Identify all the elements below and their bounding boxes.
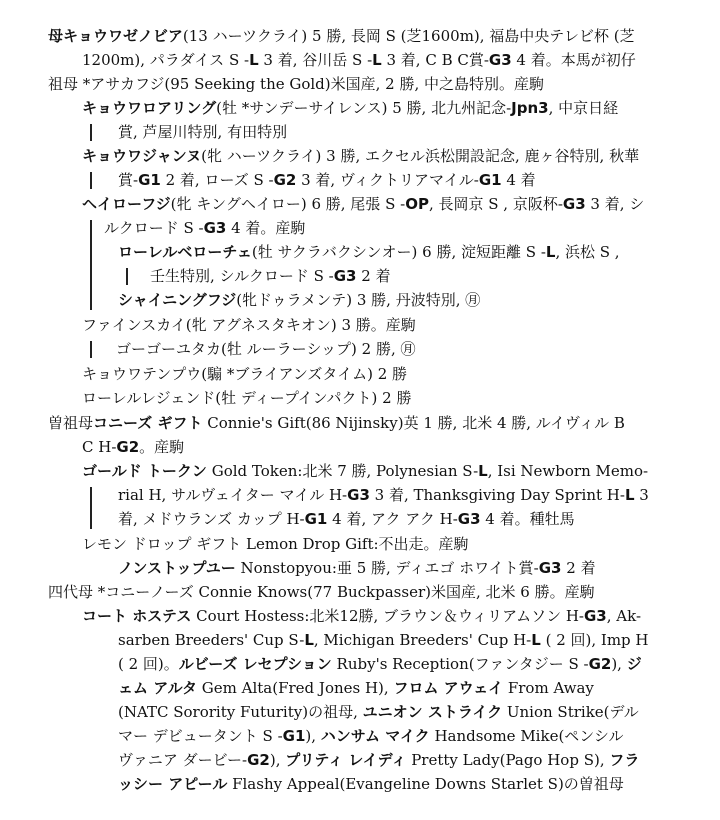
horse-record: 4 着。種牡馬 xyxy=(480,510,575,528)
grade-label: G3 xyxy=(347,486,370,504)
horse-record: Handsome Mike(ペンシル xyxy=(429,727,624,745)
fourth-dam-line xyxy=(48,580,595,604)
horse-record: ), xyxy=(611,655,627,673)
horse-name: ハンサム マイク xyxy=(320,727,430,745)
horse-name: プリティ レイディ xyxy=(285,751,407,769)
horse-name: ローレルベローチェ xyxy=(118,243,252,261)
grade-label: Jpn3 xyxy=(511,99,549,117)
offspring-line xyxy=(82,313,416,337)
horse-record: Court Hostess:北米12勝, ブラウン＆ウィリアムソン H- xyxy=(191,607,584,625)
horse-record: レモン ドロップ ギフト Lemon Drop Gift:不出走。産駒 xyxy=(82,535,469,553)
offspring-line-cont xyxy=(118,628,649,652)
grade-label: G1 xyxy=(282,727,306,745)
horse-record: , Ak- xyxy=(606,607,642,625)
offspring-line xyxy=(82,96,618,120)
continuation-bar xyxy=(90,487,92,529)
grade-label: L xyxy=(478,462,488,480)
granddam-label: 祖母 xyxy=(48,75,79,93)
horse-name: ユニオン ストライク xyxy=(362,703,503,721)
continuation-bar xyxy=(126,268,128,285)
grade-label: G3 xyxy=(333,267,357,285)
horse-record: 2 着 xyxy=(561,559,596,577)
horse-record: 3 xyxy=(634,486,649,504)
horse-record: , Michigan Breeders' Cup H- xyxy=(313,631,532,649)
horse-record: Pretty Lady(Pago Hop S), xyxy=(406,751,610,769)
horse-record: 壬生特別, シルクロード S - xyxy=(150,267,334,285)
horse-name: コニーズ ギフト xyxy=(93,414,203,432)
horse-name: フロム アウェイ xyxy=(393,679,504,697)
offspring-line-cont xyxy=(118,168,536,192)
grade-label: G1 xyxy=(138,171,161,189)
offspring-line xyxy=(116,337,416,361)
horse-name: フラ xyxy=(609,751,640,769)
grade-label: G2 xyxy=(247,751,270,769)
offspring-line xyxy=(82,532,469,556)
great-granddam-line-cont xyxy=(82,435,184,459)
horse-record: rial H, サルヴェイター マイル H- xyxy=(118,486,348,504)
fourth-dam-record: *コニーノーズ Connie Knows(77 Buckpasser)米国産, 北米 6 勝。産駒 xyxy=(93,583,595,601)
horse-record: マー デビュータント S - xyxy=(118,727,283,745)
horse-record: ), xyxy=(269,751,286,769)
horse-record: ファインスカイ(牝 アグネスタキオン) 3 勝。産駒 xyxy=(82,316,416,334)
horse-name: コート ホステス xyxy=(82,607,192,625)
offspring-line-cont xyxy=(118,676,594,700)
offspring-line-cont xyxy=(118,652,642,676)
offspring-line-cont xyxy=(118,507,575,531)
offspring-line-cont xyxy=(118,724,624,748)
offspring-line xyxy=(82,386,411,410)
horse-name: キョウワロアリング xyxy=(82,99,217,117)
horse-record: , 浜松 S , xyxy=(555,243,620,261)
horse-name: ノンストップユー xyxy=(118,559,236,577)
grade-label: G3 xyxy=(562,195,586,213)
continuation-bar xyxy=(90,124,92,141)
dam-record: (13 ハーツクライ) 5 勝, 長岡 S (芝1600m), 福島中央テレビ杯 (芝 xyxy=(182,27,635,45)
grade-label: G1 xyxy=(478,171,502,189)
grade-label: L xyxy=(545,243,556,261)
dam-record-cont: 3 着, 谷川岳 S - xyxy=(258,51,373,69)
grade-label: L xyxy=(624,486,635,504)
grade-label: OP xyxy=(405,195,429,213)
offspring-line-cont xyxy=(150,264,391,288)
horse-record: 賞- xyxy=(118,171,139,189)
offspring-line xyxy=(118,556,596,580)
offspring-line xyxy=(82,362,407,386)
great-granddam-line xyxy=(48,411,625,435)
horse-name: ゴールド トークン xyxy=(82,462,207,480)
horse-name: ジ xyxy=(626,655,642,673)
dam-record-cont: 1200m), パラダイス S - xyxy=(82,51,250,69)
horse-record: (牝ドゥラメンテ) 3 勝, 丹波特別, ㊊ xyxy=(236,291,481,309)
grade-label: G3 xyxy=(584,607,607,625)
offspring-line xyxy=(82,192,644,216)
dam-record-cont: 3 着, C B C賞- xyxy=(381,51,489,69)
grade-label: G3 xyxy=(488,51,512,69)
offspring-line xyxy=(82,144,639,168)
horse-record: ルクロード S - xyxy=(104,219,204,237)
horse-record: 賞, 芦屋川特別, 有田特別 xyxy=(118,123,288,141)
horse-record: (牡 *サンデーサイレンス) 5 勝, 北九州記念- xyxy=(216,99,512,117)
dam-line-1 xyxy=(48,24,635,48)
horse-record: 4 着。産駒 xyxy=(226,219,306,237)
horse-name: ェム アルタ xyxy=(118,679,198,697)
offspring-line-cont xyxy=(104,216,305,240)
horse-record: ヴァニア ダービー- xyxy=(118,751,248,769)
horse-record: ), xyxy=(305,727,321,745)
horse-record: Connie's Gift(86 Nijinsky)英 1 勝, 北米 4 勝, ルイヴィル B xyxy=(202,414,625,432)
grade-label: G3 xyxy=(538,559,562,577)
dam-line-2 xyxy=(82,48,636,72)
grade-label: L xyxy=(249,51,259,69)
great-granddam-label: 曽祖母 xyxy=(48,414,94,432)
grade-label: G1 xyxy=(304,510,328,528)
horse-record: 3 着, ヴィクトリアマイル- xyxy=(296,171,479,189)
horse-record: キョウワテンプウ(騸 *ブライアンズタイム) 2 勝 xyxy=(82,365,408,383)
horse-record: Ruby's Reception(ファンタジー S - xyxy=(331,655,589,673)
horse-record: ゴーゴーユタカ(牡 ルーラーシップ) 2 勝, ㊊ xyxy=(116,340,416,358)
offspring-line-cont xyxy=(118,483,649,507)
offspring-line-cont xyxy=(118,120,287,144)
horse-record: (牝 キングヘイロー) 6 勝, 尾張 S - xyxy=(170,195,406,213)
horse-record: (牝 ハーツクライ) 3 勝, エクセル浜松開設記念, 鹿ヶ谷特別, 秋華 xyxy=(201,147,640,165)
horse-record: 3 着, Thanksgiving Day Sprint H- xyxy=(369,486,625,504)
horse-record: ( 2 回), Imp H xyxy=(540,631,649,649)
horse-record: 3 着, シ xyxy=(585,195,645,213)
offspring-line xyxy=(118,288,480,312)
horse-name: ヘイローフジ xyxy=(82,195,171,213)
dam-label: 母 xyxy=(48,27,64,45)
continuation-bar xyxy=(90,341,92,358)
horse-record: 4 着, アク アク H- xyxy=(327,510,458,528)
horse-record: , 中京日経 xyxy=(548,99,619,117)
horse-record: , Isi Newborn Memo- xyxy=(487,462,649,480)
offspring-line-cont xyxy=(118,772,624,796)
offspring-line-cont xyxy=(118,748,639,772)
offspring-line xyxy=(118,240,620,264)
grade-label: L xyxy=(531,631,541,649)
grade-label: G2 xyxy=(273,171,297,189)
granddam-line xyxy=(48,72,544,96)
horse-record: (NATC Sorority Futurity)の祖母, xyxy=(118,703,363,721)
offspring-line xyxy=(82,604,641,628)
grade-label: G2 xyxy=(588,655,612,673)
horse-record: ローレルレジェンド(牡 ディープインパクト) 2 勝 xyxy=(82,389,412,407)
horse-record: Nonstopyou:亜 5 勝, ディエゴ ホワイト賞- xyxy=(235,559,539,577)
horse-record: 4 着 xyxy=(501,171,536,189)
grade-label: L xyxy=(372,51,382,69)
horse-record: 着, メドウランズ カップ H- xyxy=(118,510,305,528)
dam-name: キョウワゼノビア xyxy=(63,27,183,45)
horse-record: 。産駒 xyxy=(139,438,185,456)
horse-record: ( 2 回)。 xyxy=(118,655,179,673)
horse-record: From Away xyxy=(503,679,594,697)
horse-name: シャイニングフジ xyxy=(118,291,237,309)
fourth-dam-label: 四代母 xyxy=(48,583,94,601)
horse-record: Gold Token:北米 7 勝, Polynesian S- xyxy=(206,462,479,480)
horse-name: キョウワジャンヌ xyxy=(82,147,202,165)
horse-record: Flashy Appeal(Evangeline Downs Starlet S)の曽祖母 xyxy=(227,775,624,793)
horse-record: 2 着, ローズ S - xyxy=(160,171,274,189)
horse-record: sarben Breeders' Cup S- xyxy=(118,631,305,649)
offspring-line-cont xyxy=(118,700,639,724)
continuation-bar xyxy=(90,172,92,189)
offspring-line xyxy=(82,459,648,483)
horse-record: Union Strike(デル xyxy=(502,703,639,721)
granddam-record: *アサカフジ(95 Seeking the Gold)米国産, 2 勝, 中之島特別。産駒 xyxy=(78,75,545,93)
horse-record: C H- xyxy=(82,438,117,456)
dam-record-cont: 4 着。本馬が初仔 xyxy=(511,51,636,69)
horse-name: ッシー アピール xyxy=(118,775,228,793)
grade-label: G3 xyxy=(203,219,227,237)
horse-record: 2 着 xyxy=(356,267,391,285)
grade-label: G2 xyxy=(116,438,140,456)
horse-name: ルビーズ レセプション xyxy=(178,655,332,673)
continuation-bar xyxy=(90,220,92,310)
horse-record: Gem Alta(Fred Jones H), xyxy=(197,679,394,697)
grade-label: G3 xyxy=(457,510,481,528)
grade-label: L xyxy=(304,631,314,649)
horse-record: (牡 サクラバクシンオー) 6 勝, 淀短距離 S - xyxy=(251,243,546,261)
horse-record: , 長岡京 S , 京阪杯- xyxy=(428,195,563,213)
